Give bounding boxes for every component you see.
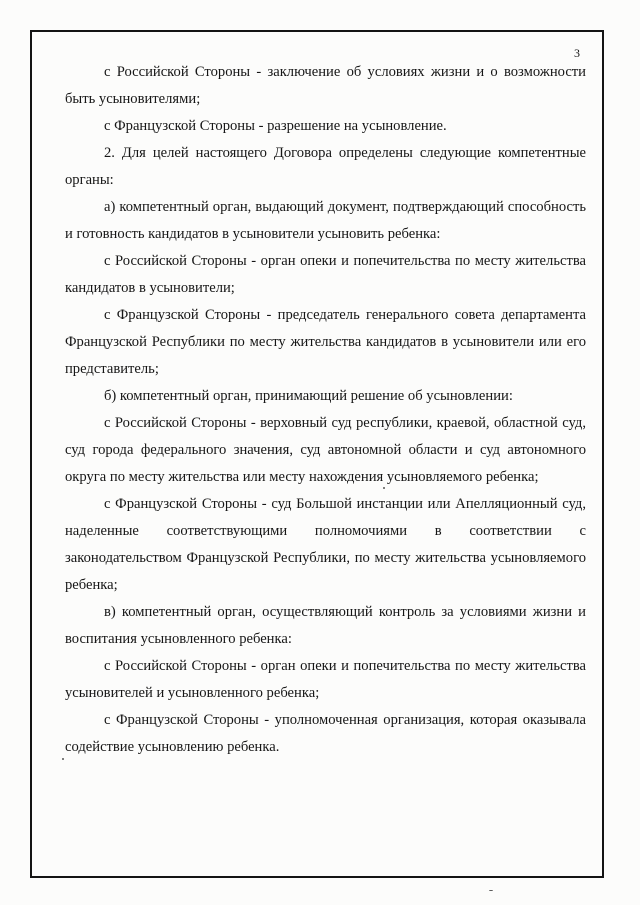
- page-number: 3: [574, 46, 580, 60]
- paragraph-item-a-french-side: с Французской Стороны - председатель генерального совета департамента Французской Республики по месту жительства кандидатов в усыновители или его представитель;: [65, 307, 586, 377]
- scan-speck: [489, 890, 493, 891]
- paragraph-item-a-russian-side: с Российской Стороны - орган опеки и попечительства по месту жительства кандидатов в усыновители;: [65, 253, 586, 296]
- paragraph-russian-side-conclusion: с Российской Стороны - заключение об условиях жизни и о возможности быть усыновителями;: [65, 64, 586, 107]
- scan-speck: [383, 487, 385, 489]
- paragraph-item-b-russian-side: с Российской Стороны - верховный суд республики, краевой, областной суд, суд города федерального значения, суд автономной области и суд автономного округа по месту жительства или месту нахождения усыновляемого ребенка;: [65, 415, 586, 485]
- paragraph-section-2-intro: 2. Для целей настоящего Договора определены следующие компетентные органы:: [65, 145, 586, 188]
- paragraph-item-c-french-side: с Французской Стороны - уполномоченная организация, которая оказывала содействие усыновлению ребенка.: [65, 712, 586, 755]
- scan-speck: [62, 758, 64, 760]
- paragraph-item-b-french-side: с Французской Стороны - суд Большой инстанции или Апелляционный суд, наделенные соответствующими полномочиями в соответствии с законодательством Французской Республики, по месту жительства усыновляемого ребенка;: [65, 496, 586, 593]
- paragraph-item-c-russian-side: с Российской Стороны - орган опеки и попечительства по месту жительства усыновителей и усыновленного ребенка;: [65, 658, 586, 701]
- paragraph-item-c: в) компетентный орган, осуществляющий контроль за условиями жизни и воспитания усыновленного ребенка:: [65, 604, 586, 647]
- document-body: [65, 59, 586, 761]
- paragraph-french-side-permission: с Французской Стороны - разрешение на усыновление.: [104, 118, 447, 134]
- paragraph-item-b: б) компетентный орган, принимающий решение об усыновлении:: [104, 388, 513, 404]
- paragraph-item-a: а) компетентный орган, выдающий документ, подтверждающий способность и готовность кандидатов в усыновители усыновить ребенка:: [65, 199, 586, 242]
